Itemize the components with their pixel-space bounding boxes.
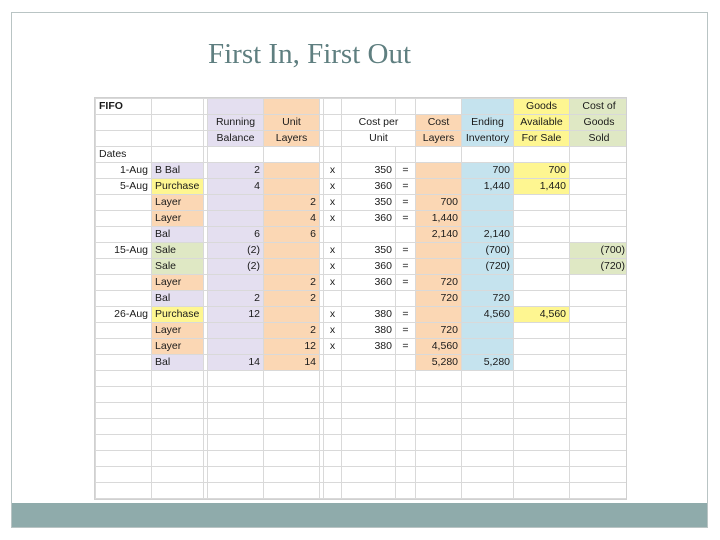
running-balance-header-2: Balance [208,131,264,147]
unit-layers-cell [264,243,320,259]
cost-layers-cell: 5,280 [416,355,462,371]
cogs-cell [570,307,628,323]
cost-per-unit-cell [342,227,396,243]
running-balance-cell: 6 [208,227,264,243]
ending-inventory-header-2: Inventory [462,131,514,147]
goods-available-cell [514,243,570,259]
unit-layers-cell: 4 [264,211,320,227]
equals-sign-cell [396,291,416,307]
label-cell: Bal [152,355,204,371]
bottom-bar [12,503,707,527]
goods-available-cell [514,259,570,275]
equals-sign-cell: = [396,211,416,227]
goods-available-header-3: For Sale [514,131,570,147]
times-sign-cell: x [324,307,342,323]
ending-inventory-cell [462,195,514,211]
unit-layers-cell [264,163,320,179]
running-balance-cell: 12 [208,307,264,323]
cogs-cell [570,163,628,179]
unit-layers-header-2: Layers [264,131,320,147]
times-sign-cell [324,291,342,307]
cost-layers-cell [416,179,462,195]
equals-sign-cell: = [396,307,416,323]
cost-per-unit-cell: 360 [342,211,396,227]
table-row [96,355,628,371]
times-sign-cell: x [324,339,342,355]
label-cell: Layer [152,323,204,339]
goods-available-cell [514,227,570,243]
cogs-header-3: Sold [570,131,628,147]
cogs-cell: (700) [570,243,628,259]
table-row [96,195,628,211]
date-cell: 5-Aug [96,179,152,195]
cogs-header-1: Cost of [570,99,628,115]
label-cell: B Bal [152,163,204,179]
cost-layers-cell: 2,140 [416,227,462,243]
goods-available-cell: 4,560 [514,307,570,323]
cost-per-unit-cell: 360 [342,275,396,291]
ending-inventory-header-1: Ending [462,115,514,131]
times-sign-cell [324,227,342,243]
table-row [96,259,628,275]
ending-inventory-cell: 2,140 [462,227,514,243]
unit-layers-cell: 2 [264,323,320,339]
running-balance-cell [208,211,264,227]
unit-layers-cell: 2 [264,275,320,291]
date-cell [96,195,152,211]
label-cell: Bal [152,227,204,243]
unit-layers-cell: 14 [264,355,320,371]
times-sign-cell: x [324,243,342,259]
label-cell: Bal [152,291,204,307]
unit-layers-cell: 2 [264,291,320,307]
table-row [96,275,628,291]
label-cell: Layer [152,195,204,211]
label-cell: Layer [152,211,204,227]
cost-layers-header-2: Layers [416,131,462,147]
date-cell: 26-Aug [96,307,152,323]
date-cell [96,275,152,291]
table-row [96,323,628,339]
table-row [96,227,628,243]
label-cell: Layer [152,339,204,355]
running-balance-cell: 14 [208,355,264,371]
cogs-cell [570,195,628,211]
cost-per-unit-cell: 350 [342,163,396,179]
table-row [96,291,628,307]
cogs-cell [570,275,628,291]
cost-per-unit-cell: 360 [342,259,396,275]
running-balance-cell [208,275,264,291]
ending-inventory-cell: (720) [462,259,514,275]
empty-row [96,419,628,435]
ending-inventory-cell [462,323,514,339]
cost-per-unit-cell: 360 [342,179,396,195]
cost-layers-cell: 4,560 [416,339,462,355]
cost-layers-cell [416,243,462,259]
slide-title: First In, First Out [208,38,412,70]
label-cell: Sale [152,259,204,275]
running-balance-cell: 2 [208,291,264,307]
empty-row [96,467,628,483]
running-balance-cell: (2) [208,243,264,259]
goods-available-cell [514,323,570,339]
cost-per-unit-cell: 350 [342,243,396,259]
cost-per-unit-header-1: Cost per [342,115,416,131]
unit-layers-header-1: Unit [264,115,320,131]
table-row [96,339,628,355]
ending-inventory-cell: 5,280 [462,355,514,371]
table-row [96,179,628,195]
date-cell: 1-Aug [96,163,152,179]
label-cell: Purchase [152,307,204,323]
header-row-2 [96,115,628,131]
goods-available-cell [514,195,570,211]
header-row-3 [96,131,628,147]
running-balance-cell: (2) [208,259,264,275]
equals-sign-cell: = [396,259,416,275]
date-cell [96,291,152,307]
cost-layers-cell: 1,440 [416,211,462,227]
header-row-1 [96,99,628,115]
unit-layers-cell: 2 [264,195,320,211]
running-balance-cell [208,339,264,355]
goods-available-cell [514,291,570,307]
running-balance-header-1: Running [208,115,264,131]
dates-row [96,147,628,163]
label-cell: Sale [152,243,204,259]
cost-layers-cell: 720 [416,323,462,339]
date-cell [96,355,152,371]
goods-available-header-1: Goods [514,99,570,115]
cost-per-unit-cell: 350 [342,195,396,211]
equals-sign-cell [396,227,416,243]
ending-inventory-cell: 720 [462,291,514,307]
unit-layers-cell: 12 [264,339,320,355]
date-cell [96,211,152,227]
equals-sign-cell [396,355,416,371]
cost-layers-cell: 720 [416,291,462,307]
equals-sign-cell: = [396,275,416,291]
table-row [96,243,628,259]
running-balance-cell [208,323,264,339]
ending-inventory-cell [462,211,514,227]
times-sign-cell: x [324,163,342,179]
equals-sign-cell: = [396,163,416,179]
label-cell: Purchase [152,179,204,195]
cost-per-unit-cell: 380 [342,323,396,339]
times-sign-cell: x [324,195,342,211]
cogs-cell [570,339,628,355]
goods-available-cell [514,339,570,355]
times-sign-cell [324,355,342,371]
unit-layers-cell [264,307,320,323]
table-row [96,307,628,323]
empty-row [96,371,628,387]
cost-layers-cell [416,307,462,323]
cost-per-unit-cell: 380 [342,339,396,355]
running-balance-cell: 4 [208,179,264,195]
goods-available-cell [514,355,570,371]
cogs-cell [570,355,628,371]
fifo-table [95,98,627,500]
date-cell: 15-Aug [96,243,152,259]
cogs-cell [570,211,628,227]
times-sign-cell: x [324,323,342,339]
unit-layers-cell: 6 [264,227,320,243]
ending-inventory-cell: 1,440 [462,179,514,195]
equals-sign-cell: = [396,195,416,211]
cost-layers-cell: 700 [416,195,462,211]
equals-sign-cell: = [396,323,416,339]
date-cell [96,323,152,339]
running-balance-cell [208,195,264,211]
table-row [96,211,628,227]
table-row [96,163,628,179]
cost-per-unit-cell: 380 [342,307,396,323]
cogs-cell [570,227,628,243]
cost-per-unit-cell [342,355,396,371]
times-sign-cell: x [324,179,342,195]
empty-row [96,451,628,467]
spreadsheet-image [94,97,627,500]
cost-layers-cell [416,259,462,275]
running-balance-cell: 2 [208,163,264,179]
dates-label: Dates [96,147,152,163]
ending-inventory-cell [462,339,514,355]
empty-row [96,483,628,499]
unit-layers-cell [264,179,320,195]
ending-inventory-cell: 4,560 [462,307,514,323]
equals-sign-cell: = [396,179,416,195]
times-sign-cell: x [324,275,342,291]
ending-inventory-cell: 700 [462,163,514,179]
goods-available-cell: 700 [514,163,570,179]
goods-available-header-2: Available [514,115,570,131]
cost-layers-header-1: Cost [416,115,462,131]
empty-row [96,403,628,419]
cost-layers-cell [416,163,462,179]
empty-row [96,387,628,403]
cogs-cell [570,179,628,195]
cogs-cell [570,323,628,339]
fifo-label: FIFO [96,99,152,115]
times-sign-cell: x [324,211,342,227]
times-sign-cell: x [324,259,342,275]
date-cell [96,339,152,355]
label-cell: Layer [152,275,204,291]
goods-available-cell [514,275,570,291]
empty-row [96,499,628,501]
cogs-header-2: Goods [570,115,628,131]
cogs-cell: (720) [570,259,628,275]
cogs-cell [570,291,628,307]
date-cell [96,259,152,275]
goods-available-cell: 1,440 [514,179,570,195]
ending-inventory-cell: (700) [462,243,514,259]
unit-layers-cell [264,259,320,275]
cost-per-unit-cell [342,291,396,307]
empty-row [96,435,628,451]
table-body [96,99,628,501]
ending-inventory-cell [462,275,514,291]
equals-sign-cell: = [396,243,416,259]
cost-per-unit-header-2: Unit [342,131,416,147]
cost-layers-cell: 720 [416,275,462,291]
equals-sign-cell: = [396,339,416,355]
date-cell [96,227,152,243]
goods-available-cell [514,211,570,227]
